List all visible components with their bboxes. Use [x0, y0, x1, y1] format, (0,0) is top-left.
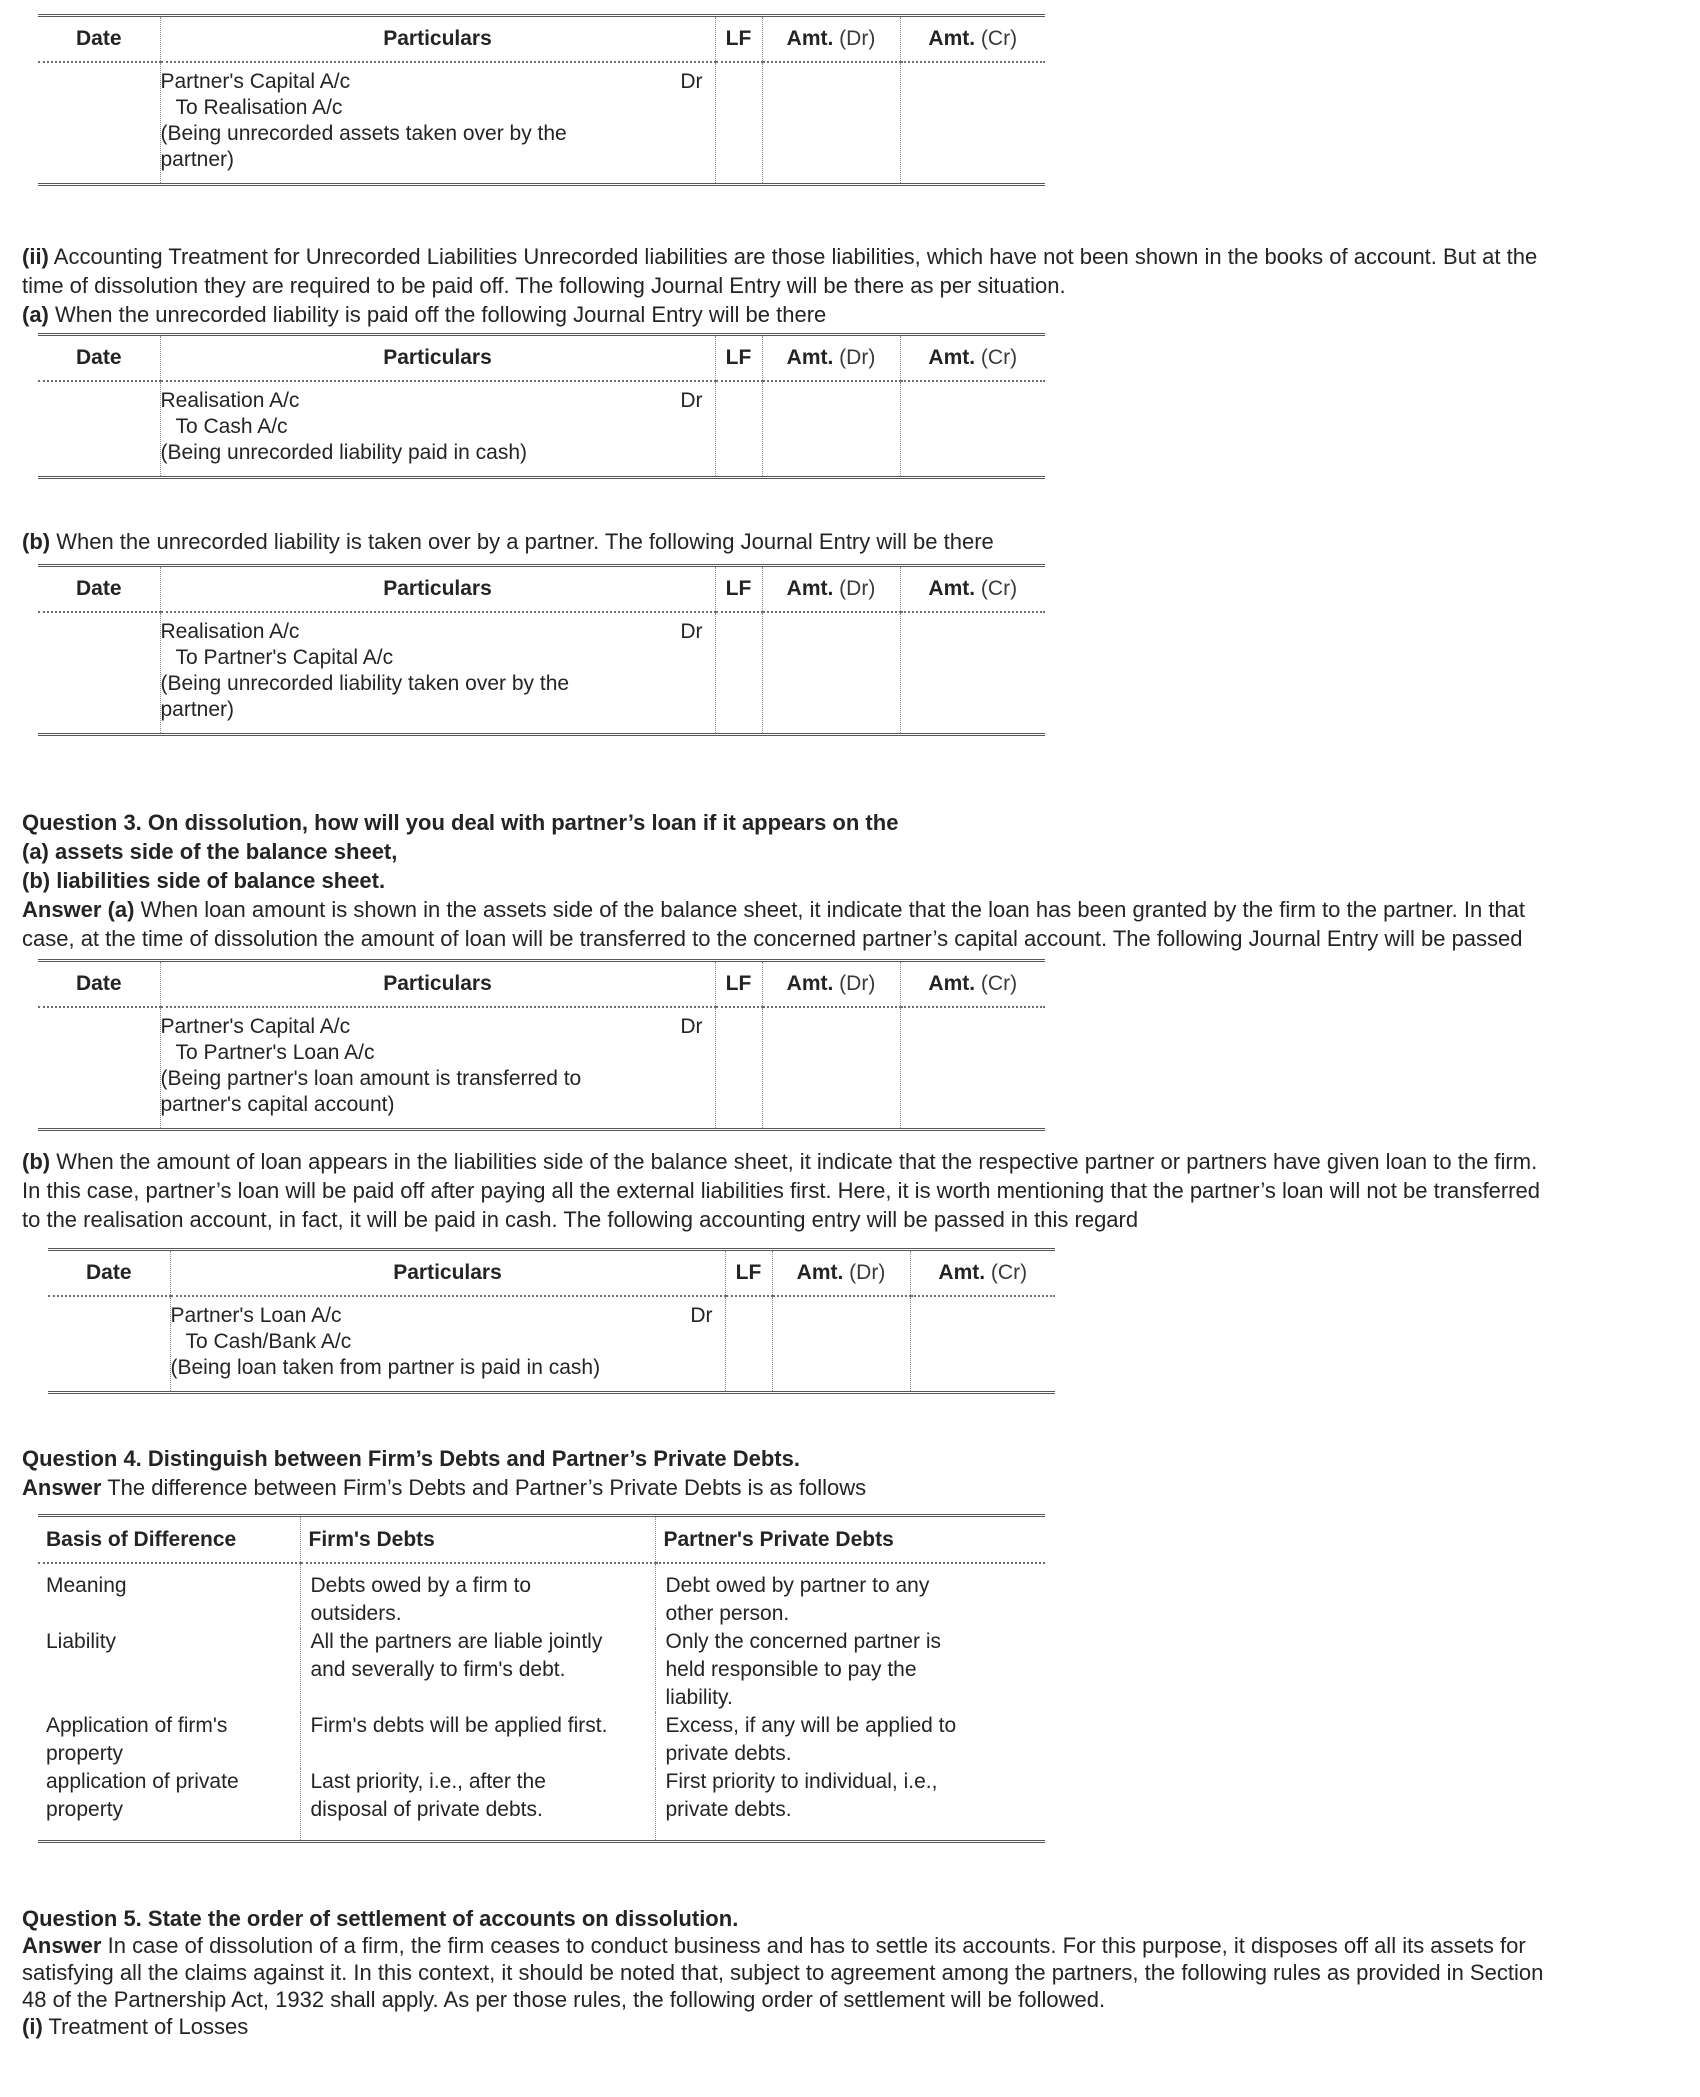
dr-suffix: (Dr) [839, 577, 876, 600]
credit-account: To Partner's Capital A/c [175, 646, 394, 669]
particulars-cell [160, 381, 715, 478]
item-label: (ii) [22, 244, 49, 269]
amt-label: Amt. [786, 27, 834, 50]
col-header-particulars: Particulars [160, 961, 715, 1008]
col-header-lf: LF [715, 961, 762, 1008]
table-row-meaning [38, 1563, 1045, 1628]
table-row-liability [38, 1628, 1045, 1712]
particulars-cell [160, 62, 715, 185]
col-header-amt-cr [910, 1250, 1055, 1297]
col-header-amt-dr [762, 566, 900, 613]
dr-label: Dr [690, 1304, 713, 1327]
question-3-item-b: (b) liabilities side of balance sheet. [22, 868, 386, 893]
amt-label: Amt. [928, 346, 976, 369]
credit-account: To Cash/Bank A/c [185, 1330, 352, 1353]
col-header-particulars: Particulars [170, 1250, 725, 1297]
question-3-title: Question 3. On dissolution, how will you deal with partner’s loan if it appears on the [22, 810, 899, 835]
col-header-amt-dr [762, 335, 900, 382]
table-row-application-firm-property [38, 1712, 1045, 1768]
answer-text: In case of dissolution of a firm, the firm ceases to conduct business and has to settle its accounts. For this purpose, it disposes off all its assets for satisfying all the claims against it. In this context, it should be noted that, subject to agreement among the partners, the following rules as provided in Section 48 of the Partnership Act, 1932 shall apply. As per those rules, the following order of settlement will be followed. [22, 1933, 1544, 2012]
col-header-amt-cr [900, 961, 1045, 1008]
journal-header-row [38, 16, 1045, 63]
question-5-block [22, 1905, 1548, 2040]
col-header-particulars: Particulars [160, 16, 715, 63]
journal-entry-row [38, 1007, 1045, 1130]
particulars-cell [160, 612, 715, 735]
firm-debts-cell: All the partners are liable jointly and severally to firm's debt. [300, 1628, 655, 1712]
narration-line: partner's capital account) [160, 1093, 395, 1116]
amt-label: Amt. [796, 1261, 844, 1284]
journal-header-row [38, 566, 1045, 613]
basis-cell: Liability [46, 1630, 117, 1653]
credit-account: To Realisation A/c [175, 96, 343, 119]
dr-label: Dr [680, 620, 703, 643]
col-header-firms-debts: Firm's Debts [300, 1516, 655, 1564]
question-4-title: Question 4. Distinguish between Firm’s Debts and Partner’s Private Debts. [22, 1446, 800, 1471]
cr-suffix: (Cr) [980, 577, 1018, 600]
amt-label: Amt. [786, 577, 834, 600]
date-cell [38, 381, 160, 478]
dr-suffix: (Dr) [839, 972, 876, 995]
journal-table-liability-taken-over [38, 564, 1045, 736]
question-3-answer [22, 895, 1548, 953]
col-header-lf: LF [725, 1250, 772, 1297]
journal-entry-row [38, 381, 1045, 478]
answer-label: Answer [22, 1933, 102, 1958]
table-row-application-private-property [38, 1768, 1045, 1842]
question-3-answer-b [22, 1147, 1548, 1234]
credit-account: To Partner's Loan A/c [175, 1041, 375, 1064]
amt-cr-cell [900, 381, 1045, 478]
question-3-block [22, 808, 1548, 953]
col-header-amt-dr [772, 1250, 910, 1297]
cr-suffix: (Cr) [980, 27, 1018, 50]
amt-label: Amt. [786, 972, 834, 995]
debit-account: Partner's Capital A/c [160, 1015, 351, 1038]
debit-account: Partner's Capital A/c [160, 70, 351, 93]
journal-table-liability-paid-cash [38, 333, 1045, 479]
col-header-amt-cr [900, 335, 1045, 382]
journal-header-row [38, 335, 1045, 382]
partner-debts-cell: First priority to individual, i.e., private debts. [655, 1768, 1045, 1842]
journal-table-loan-transfer [38, 959, 1045, 1131]
answer-text: When loan amount is shown in the assets side of the balance sheet, it indicate that the loan has been granted by the firm to the partner. In that case, at the time of dissolution the amount of loan will be transferred to the concerned partner’s capital account. The following Journal Entry will be passed [22, 897, 1526, 951]
para-case-a [22, 300, 1548, 329]
col-header-date: Date [38, 16, 160, 63]
comparison-header-row [38, 1516, 1045, 1564]
answer-label: Answer [22, 1475, 102, 1500]
dr-suffix: (Dr) [849, 1261, 886, 1284]
para-text: When the unrecorded liability is paid off the following Journal Entry will be there [55, 302, 827, 327]
question-4-block [22, 1444, 1548, 1502]
journal-table-unrecorded-assets [38, 14, 1045, 186]
col-header-partners-private-debts: Partner's Private Debts [655, 1516, 1045, 1564]
amt-label: Amt. [928, 577, 976, 600]
dr-label: Dr [680, 70, 703, 93]
narration-line: (Being unrecorded liability paid in cash) [160, 441, 528, 464]
credit-account: To Cash A/c [175, 415, 288, 438]
lf-cell [715, 1007, 762, 1130]
answer-text: The difference between Firm’s Debts and Partner’s Private Debts is as follows [107, 1475, 867, 1500]
question-5-title: Question 5. State the order of settlement of accounts on dissolution. [22, 1906, 739, 1931]
basis-cell: application of private property [46, 1770, 239, 1821]
lf-cell [715, 612, 762, 735]
narration-line: partner) [160, 148, 235, 171]
col-header-amt-cr [900, 566, 1045, 613]
question-3-item-a: (a) assets side of the balance sheet, [22, 839, 398, 864]
dr-suffix: (Dr) [839, 346, 876, 369]
amt-dr-cell [762, 612, 900, 735]
col-header-lf: LF [715, 335, 762, 382]
answer-label: Answer (a) [22, 897, 135, 922]
item-text: Treatment of Losses [48, 2014, 249, 2039]
journal-header-row [38, 961, 1045, 1008]
basis-cell: Meaning [46, 1574, 127, 1597]
item-label: (a) [22, 302, 49, 327]
col-header-particulars: Particulars [160, 566, 715, 613]
question-5-answer [22, 1932, 1548, 2013]
col-header-particulars: Particulars [160, 335, 715, 382]
amt-cr-cell [910, 1296, 1055, 1393]
debit-account: Realisation A/c [160, 620, 300, 643]
firm-debts-cell: Firm's debts will be applied first. [300, 1712, 655, 1768]
date-cell [48, 1296, 170, 1393]
amt-label: Amt. [928, 27, 976, 50]
partner-debts-cell: Only the concerned partner is held responsible to pay the liability. [655, 1628, 1045, 1712]
item-label: (b) [22, 529, 51, 554]
lf-cell [715, 381, 762, 478]
para-unrecorded-liabilities [22, 242, 1548, 300]
amt-cr-cell [900, 62, 1045, 185]
para-text: When the unrecorded liability is taken over by a partner. The following Journal Entry will be there [56, 529, 994, 554]
amt-dr-cell [762, 381, 900, 478]
col-header-lf: LF [715, 566, 762, 613]
debit-account: Partner's Loan A/c [170, 1304, 342, 1327]
narration-line: partner) [160, 698, 235, 721]
journal-entry-row [38, 62, 1045, 185]
cr-suffix: (Cr) [980, 972, 1018, 995]
debit-account: Realisation A/c [160, 389, 300, 412]
amt-dr-cell [762, 62, 900, 185]
amt-label: Amt. [938, 1261, 986, 1284]
comparison-table-debts [38, 1514, 1045, 1843]
journal-table-loan-paid-cash [48, 1248, 1055, 1394]
journal-header-row [48, 1250, 1055, 1297]
lf-cell [725, 1296, 772, 1393]
col-header-date: Date [38, 961, 160, 1008]
cr-suffix: (Cr) [990, 1261, 1028, 1284]
col-header-date: Date [38, 566, 160, 613]
lf-cell [715, 62, 762, 185]
col-header-date: Date [38, 335, 160, 382]
para-case-b [22, 527, 1548, 556]
col-header-date: Date [48, 1250, 170, 1297]
journal-entry-row [38, 612, 1045, 735]
date-cell [38, 62, 160, 185]
item-label: (b) [22, 1149, 51, 1174]
item-label: (i) [22, 2014, 43, 2039]
firm-debts-cell: Last priority, i.e., after the disposal of private debts. [300, 1768, 655, 1842]
para-text: Accounting Treatment for Unrecorded Liabilities Unrecorded liabilities are those liabilities, which have not been shown in the books of account. But at the time of dissolution they are required to be paid off. The following Journal Entry will be there as per situation. [22, 244, 1538, 298]
dr-label: Dr [680, 1015, 703, 1038]
amt-dr-cell [772, 1296, 910, 1393]
particulars-cell [170, 1296, 725, 1393]
firm-debts-cell: Debts owed by a firm to outsiders. [300, 1563, 655, 1628]
col-header-amt-dr [762, 961, 900, 1008]
question-5-item-i [22, 2013, 1548, 2040]
amt-cr-cell [900, 1007, 1045, 1130]
particulars-cell [160, 1007, 715, 1130]
col-header-basis: Basis of Difference [38, 1516, 300, 1564]
basis-cell: Application of firm's property [46, 1714, 228, 1765]
narration-line: (Being unrecorded assets taken over by the [160, 122, 567, 145]
journal-entry-row [48, 1296, 1055, 1393]
amt-dr-cell [762, 1007, 900, 1130]
narration-line: (Being unrecorded liability taken over by the [160, 672, 570, 695]
partner-debts-cell: Excess, if any will be applied to private debts. [655, 1712, 1045, 1768]
amt-label: Amt. [786, 346, 834, 369]
answer-text: When the amount of loan appears in the liabilities side of the balance sheet, it indicate that the respective partner or partners have given loan to the firm. In this case, partner’s loan will be paid off after paying all the external liabilities first. Here, it is worth mentioning that the partner’s loan will not be transferred to the realisation account, in fact, it will be paid in cash. The following accounting entry will be passed in this regard [22, 1149, 1540, 1232]
col-header-amt-cr [900, 16, 1045, 63]
cr-suffix: (Cr) [980, 346, 1018, 369]
partner-debts-cell: Debt owed by partner to any other person. [655, 1563, 1045, 1628]
question-4-answer [22, 1473, 1548, 1502]
date-cell [38, 1007, 160, 1130]
col-header-lf: LF [715, 16, 762, 63]
dr-label: Dr [680, 389, 703, 412]
narration-line: (Being partner's loan amount is transferred to [160, 1067, 582, 1090]
narration-line: (Being loan taken from partner is paid in cash) [170, 1356, 601, 1379]
amt-cr-cell [900, 612, 1045, 735]
col-header-amt-dr [762, 16, 900, 63]
dr-suffix: (Dr) [839, 27, 876, 50]
date-cell [38, 612, 160, 735]
amt-label: Amt. [928, 972, 976, 995]
